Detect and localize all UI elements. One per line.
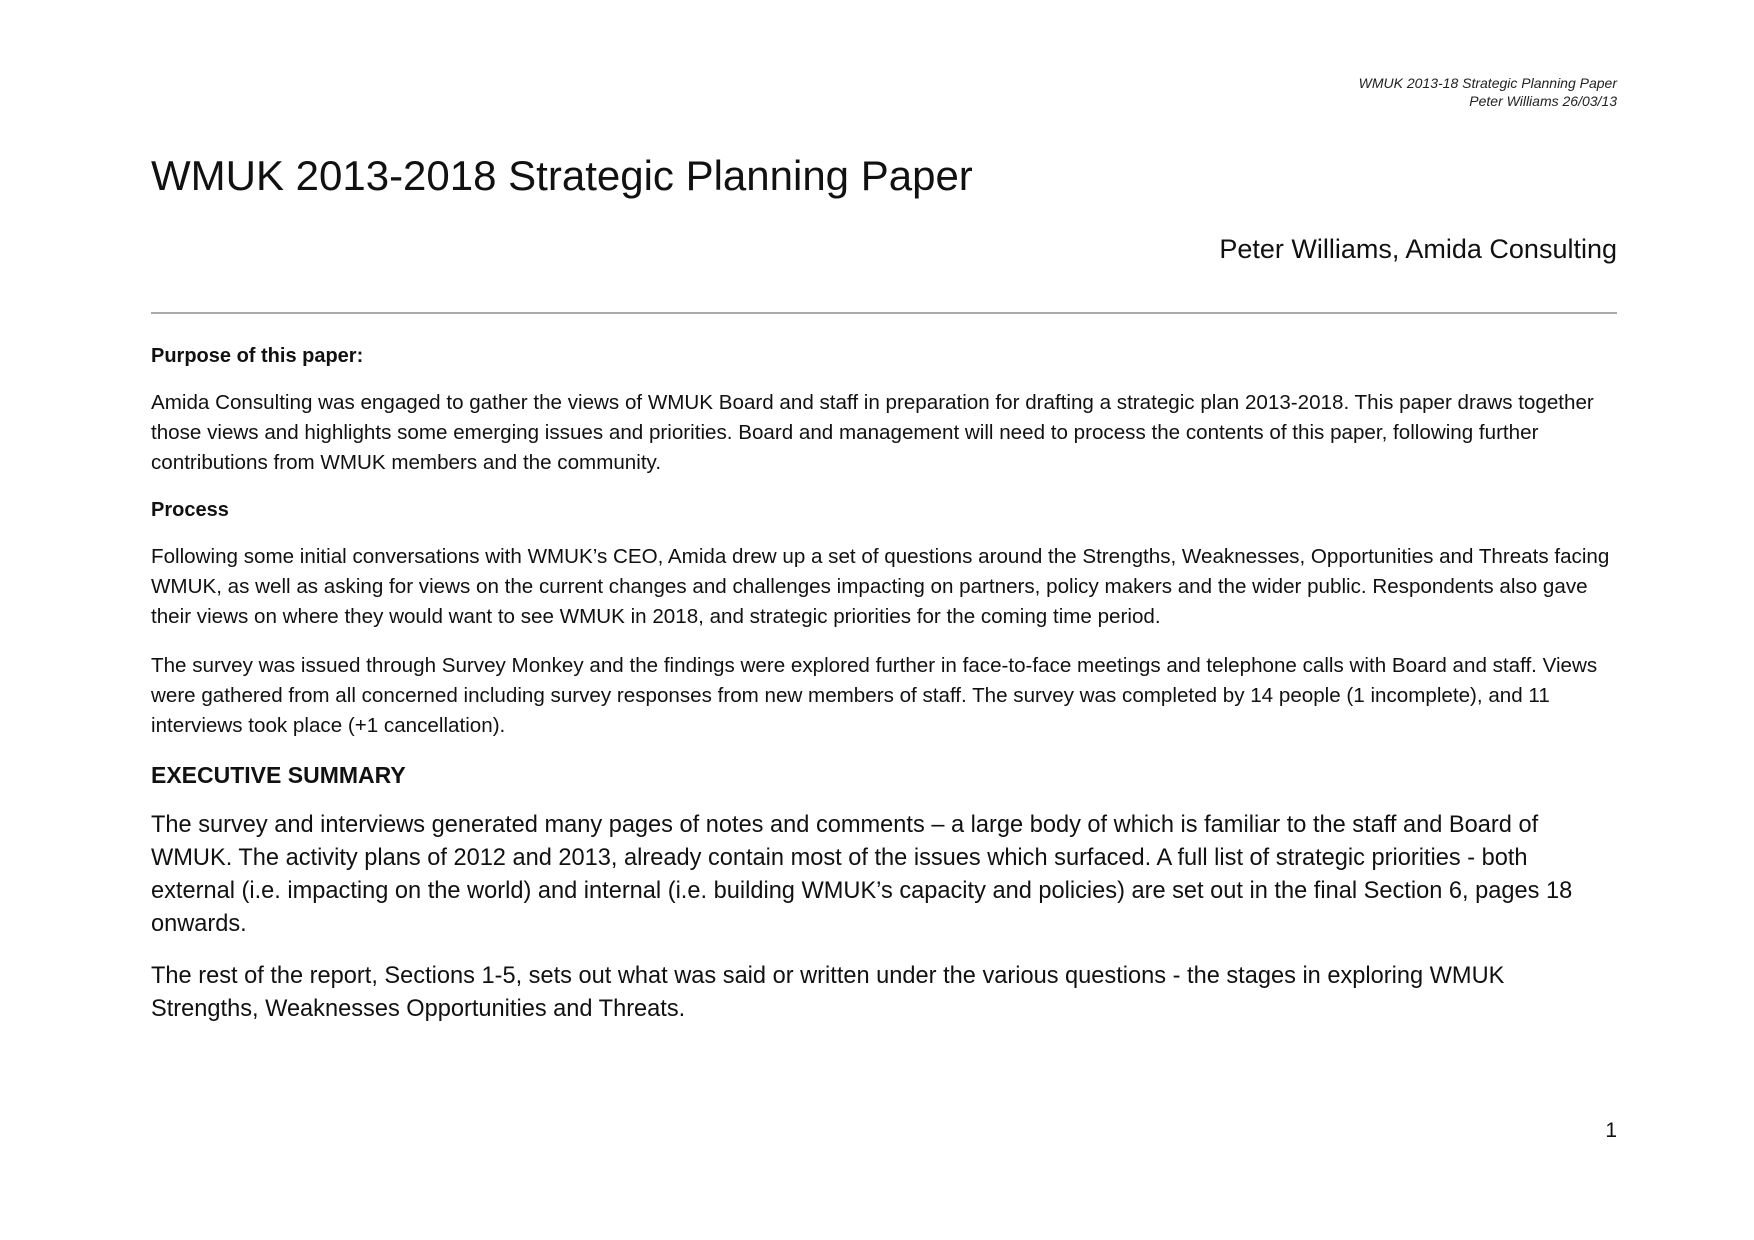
running-header-title: WMUK 2013-18 Strategic Planning Paper <box>1358 75 1617 91</box>
purpose-heading: Purpose of this paper: <box>151 345 364 367</box>
running-header <box>1359 74 1617 110</box>
executive-summary-heading: EXECUTIVE SUMMARY <box>151 762 406 788</box>
author-line: Peter Williams, Amida Consulting <box>1219 234 1617 264</box>
process-paragraph-1: Following some initial conversations with WMUK’s CEO, Amida drew up a set of questions around the Strengths, Weaknesses, Opportunities and Threats facing WMUK, as well as asking for views on the current changes and challenges impacting on partners, policy makers and the wider public. Respondents also gave their views on where they would want to see WMUK in 2018, and strategic priorities for the coming time period. <box>151 545 1610 628</box>
process-paragraph-2: The survey was issued through Survey Monkey and the findings were explored further in face-to-face meetings and telephone calls with Board and staff. Views were gathered from all concerned including survey responses from new members of staff. The survey was completed by 14 people (1 incomplete), and 11 interviews took place (+1 cancellation). <box>151 654 1598 737</box>
purpose-paragraph: Amida Consulting was engaged to gather the views of WMUK Board and staff in preparation for drafting a strategic plan 2013-2018. This paper draws together those views and highlights some emerging issues and priorities. Board and management will need to process the contents of this paper, following further contributions from WMUK members and the community. <box>151 391 1594 474</box>
executive-summary-paragraph-2: The rest of the report, Sections 1-5, sets out what was said or written under the various questions - the stages in exploring WMUK Strengths, Weaknesses Opportunities and Threats. <box>151 963 1505 1022</box>
running-header-author-date: Peter Williams 26/03/13 <box>1469 93 1617 109</box>
document-title: WMUK 2013-2018 Strategic Planning Paper <box>151 152 973 199</box>
page-number: 1 <box>1605 1119 1617 1142</box>
executive-summary-paragraph-1: The survey and interviews generated many pages of notes and comments – a large body of which is familiar to the staff and Board of WMUK. The activity plans of 2012 and 2013, already contain most of the issues which surfaced. A full list of strategic priorities - both external (i.e. impacting on the world) and internal (i.e. building WMUK’s capacity and policies) are set out in the final Section 6, pages 18 onwards. <box>151 812 1573 937</box>
document-body <box>151 343 1617 1045</box>
horizontal-divider <box>151 312 1617 314</box>
process-heading: Process <box>151 499 229 521</box>
